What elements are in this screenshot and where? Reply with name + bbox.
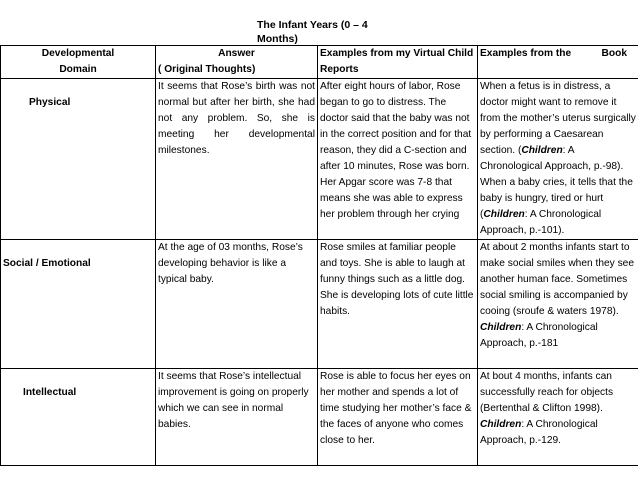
header-answer-line1: Answer: [218, 48, 255, 59]
book-text: : A Chronological Approach, p.-101).: [480, 209, 602, 236]
answer-cell: At the age of 03 months, Rose’s developing behavior is like a typical baby.: [156, 240, 318, 369]
page-title: The Infant Years (0 – 4 Months): [257, 19, 368, 45]
virtual-cell: After eight hours of labor, Rose began to go to distress. The doctor said that the baby was not in the correct position and for that reason, they did a C-section and after 10 minutes, Rose was born. Her Apgar score was 7-8 that means she was able to express her problem through her crying: [318, 79, 478, 240]
book-cell: [478, 240, 638, 369]
header-virtual: Examples from my Virtual Child Reports: [318, 46, 478, 79]
domain-cell: [1, 79, 156, 240]
domain-label: Physical: [29, 97, 71, 108]
header-answer: [156, 46, 318, 79]
book-text: At bout 4 months, infants can successfully reach for objects (Bertenthal & Clifton 1998).: [480, 371, 614, 414]
book-title: Children: [521, 145, 563, 156]
answer-cell: It seems that Rose’s intellectual improvement is going on properly which we can see in normal babies.: [156, 369, 318, 466]
book-cell: [478, 369, 638, 466]
book-title: Children: [483, 209, 525, 220]
header-domain-line2: Domain: [59, 64, 97, 75]
domain-cell: [1, 240, 156, 369]
header-answer-line2: ( Original Thoughts): [158, 64, 256, 75]
header-book-a: Examples from the: [480, 48, 572, 59]
virtual-cell: Rose is able to focus her eyes on her mother and spends a lot of time studying her mother’s face & the faces of anyone who comes close to her.: [318, 369, 478, 466]
book-text: : A Chronological Approach, p.-181: [480, 322, 598, 349]
header-book: [478, 46, 638, 79]
table-row: [1, 240, 638, 369]
answer-cell: It seems that Rose’s birth was not normal but after her birth, she had not any problem. So, she is meeting her developmental milestones.: [156, 79, 318, 240]
table-row: [1, 369, 638, 466]
development-table: [0, 45, 638, 466]
book-title: Children: [480, 419, 522, 430]
domain-label: Social / Emotional: [3, 258, 91, 269]
domain-cell: [1, 369, 156, 466]
header-domain: [1, 46, 156, 79]
domain-label: Intellectual: [23, 387, 77, 398]
book-title: Children: [480, 322, 522, 333]
book-cell: [478, 79, 638, 240]
table-header-row: [1, 46, 638, 79]
header-domain-line1: Developmental: [41, 48, 115, 59]
header-book-b: Book: [601, 48, 627, 59]
book-text: : A Chronological Approach, p.-129.: [480, 419, 598, 446]
book-text: : A Chronological Approach, p.-98). When a baby cries, it tells that the baby is hungry, tired or hurt (: [480, 145, 633, 220]
book-text: At about 2 months infants start to make social smiles when they see another human face. Sometimes social smiling is accompanied by cooing (sroufe & waters 1978).: [480, 242, 635, 317]
table-row: [1, 79, 638, 240]
book-text: When a fetus is in distress, a doctor might want to remove it from the mother’s uterus surgically by performing a Caesarean section. (: [480, 81, 636, 156]
virtual-cell: Rose smiles at familiar people and toys. She is able to laugh at funny things such as a little dog. She is developing lots of cute little habits.: [318, 240, 478, 369]
